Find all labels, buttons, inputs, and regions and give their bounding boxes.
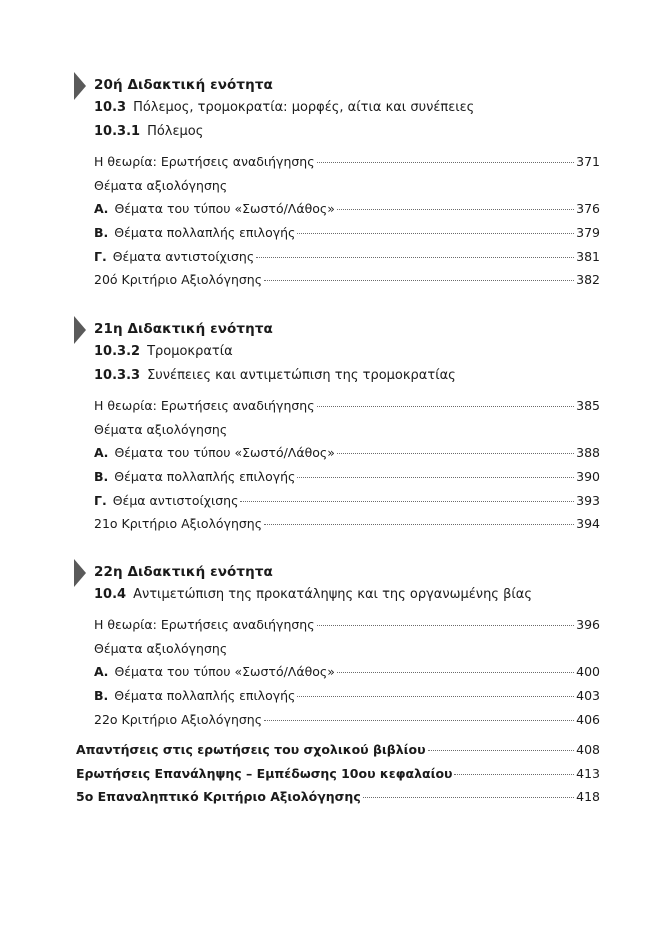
toc-entry-item[interactable] (72, 469, 600, 493)
entry-label (94, 688, 295, 703)
item-text: Θέματα πολλαπλής επιλογής (114, 469, 296, 485)
triangle-marker-icon (74, 316, 86, 344)
page-number: 381 (576, 248, 600, 264)
toc-entry-final[interactable] (72, 766, 600, 790)
section-heading (72, 100, 600, 124)
dot-leader (454, 774, 574, 775)
item-text: Θέμα αντιστοίχισης (112, 492, 239, 508)
dot-leader (240, 501, 574, 502)
item-text: Θέματα του τύπου «Σωστό/Λάθος» (114, 445, 335, 461)
entry-label (94, 469, 295, 484)
dot-leader (428, 750, 575, 751)
unit-block (72, 559, 600, 735)
section-number: 10.3.3 (94, 368, 141, 383)
section-number: 10.4 (94, 587, 127, 602)
item-letter: Α. (94, 201, 109, 217)
section-heading (72, 368, 600, 392)
item-text: Θέματα πολλαπλής επιλογής (114, 688, 296, 704)
item-text: Θέματα πολλαπλής επιλογής (114, 225, 296, 241)
page-number: 371 (576, 154, 600, 169)
toc-entry-item[interactable] (72, 688, 600, 712)
toc-entry-item[interactable] (72, 225, 600, 249)
item-letter: Β. (94, 469, 109, 485)
dot-leader (317, 625, 575, 626)
assessment-heading: Θέματα αξιολόγησης (94, 421, 228, 437)
item-text: Θέματα του τύπου «Σωστό/Λάθος» (114, 201, 335, 217)
dot-leader (264, 524, 574, 525)
page-number: 418 (576, 789, 600, 805)
toc-entry-criterion[interactable] (72, 516, 600, 540)
assessment-heading: Θέματα αξιολόγησης (94, 177, 228, 193)
toc-entry-theory[interactable] (72, 398, 600, 422)
page-number: 396 (576, 617, 600, 632)
toc-list (72, 617, 600, 735)
section-title: Πόλεμος, τρομοκρατία: μορφές, αίτια και συνέπειες (133, 100, 475, 115)
page-number: 379 (576, 225, 600, 241)
unit-title: 22η Διδακτική ενότητα (94, 564, 273, 580)
entry-label (94, 493, 238, 508)
dot-leader (317, 406, 575, 407)
section-heading (72, 587, 600, 611)
toc-list (72, 398, 600, 540)
entry-label: Ερωτήσεις Επανάληψης – Εμπέδωσης 10ου κεφαλαίου (76, 765, 453, 781)
page-number: 385 (576, 398, 600, 413)
toc-entry-final[interactable] (72, 789, 600, 813)
toc-entry-item[interactable] (72, 445, 600, 469)
entry-label (94, 225, 295, 240)
toc-entry-theory[interactable] (72, 154, 600, 178)
page-number: 403 (576, 688, 600, 704)
dot-leader (264, 280, 574, 281)
dot-leader (363, 797, 574, 798)
toc-entry-criterion[interactable] (72, 712, 600, 736)
page-number: 413 (576, 765, 600, 781)
section-number: 10.3.2 (94, 344, 141, 359)
entry-label: Η θεωρία: Ερωτήσεις αναδιήγησης (94, 154, 315, 169)
page-number: 408 (576, 742, 600, 757)
entry-label: 21ο Κριτήριο Αξιολόγησης (94, 516, 263, 532)
page-number: 400 (576, 664, 600, 680)
page-number: 388 (576, 445, 600, 461)
assessment-heading: Θέματα αξιολόγησης (94, 640, 228, 656)
page-number: 390 (576, 469, 600, 485)
entry-label (94, 201, 335, 216)
unit-block (72, 316, 600, 540)
triangle-marker-icon (74, 559, 86, 587)
dot-leader (317, 162, 575, 163)
entry-label: Η θεωρία: Ερωτήσεις αναδιήγησης (94, 617, 315, 632)
toc-entry-item[interactable] (72, 493, 600, 517)
unit-header (72, 72, 600, 100)
page-number: 393 (576, 492, 600, 508)
dot-leader (337, 453, 574, 454)
page-number: 382 (576, 272, 600, 288)
unit-block (72, 72, 600, 296)
toc-entry-final[interactable] (72, 742, 600, 766)
entry-label: 22ο Κριτήριο Αξιολόγησης (94, 711, 263, 727)
item-text: Θέματα αντιστοίχισης (112, 248, 255, 264)
item-letter: Β. (94, 225, 109, 241)
toc-entry-item[interactable] (72, 664, 600, 688)
entry-label (94, 249, 254, 264)
section-title: Τρομοκρατία (147, 344, 233, 359)
section-heading (72, 344, 600, 368)
unit-title: 20ή Διδακτική ενότητα (94, 77, 273, 93)
unit-header (72, 316, 600, 344)
item-letter: Α. (94, 445, 109, 461)
entry-label: Η θεωρία: Ερωτήσεις αναδιήγησης (94, 398, 315, 413)
page-number: 406 (576, 711, 600, 727)
section-title: Αντιμετώπιση της προκατάληψης και της οργανωμένης βίας (133, 587, 532, 602)
unit-title: 21η Διδακτική ενότητα (94, 321, 273, 337)
item-letter: Β. (94, 688, 109, 704)
dot-leader (297, 233, 574, 234)
toc-entry-theory[interactable] (72, 617, 600, 641)
unit-header (72, 559, 600, 587)
dot-leader (297, 696, 574, 697)
item-letter: Α. (94, 664, 109, 680)
entry-label (94, 664, 335, 679)
page-number: 394 (576, 516, 600, 532)
item-text: Θέματα του τύπου «Σωστό/Λάθος» (114, 664, 335, 680)
item-letter: Γ. (94, 492, 107, 508)
entry-label: Απαντήσεις στις ερωτήσεις του σχολικού βιβλίου (76, 742, 426, 757)
section-title: Πόλεμος (147, 124, 204, 139)
section-heading (72, 124, 600, 148)
dot-leader (256, 257, 574, 258)
entry-label: 20ό Κριτήριο Αξιολόγησης (94, 272, 263, 288)
toc-list (72, 154, 600, 296)
section-title: Συνέπειες και αντιμετώπιση της τρομοκρατίας (147, 368, 456, 383)
triangle-marker-icon (74, 72, 86, 100)
section-number: 10.3.1 (94, 124, 141, 139)
dot-leader (337, 672, 574, 673)
dot-leader (337, 209, 574, 210)
final-entries (72, 742, 600, 813)
dot-leader (264, 720, 574, 721)
entry-label: 5ο Επαναληπτικό Κριτήριο Αξιολόγησης (76, 789, 361, 805)
toc-entry-item[interactable] (72, 201, 600, 225)
section-number: 10.3 (94, 100, 127, 115)
toc-entry-criterion[interactable] (72, 272, 600, 296)
page-number: 376 (576, 201, 600, 217)
item-letter: Γ. (94, 248, 107, 264)
toc-entry-item[interactable] (72, 249, 600, 273)
dot-leader (297, 477, 574, 478)
entry-label (94, 445, 335, 460)
